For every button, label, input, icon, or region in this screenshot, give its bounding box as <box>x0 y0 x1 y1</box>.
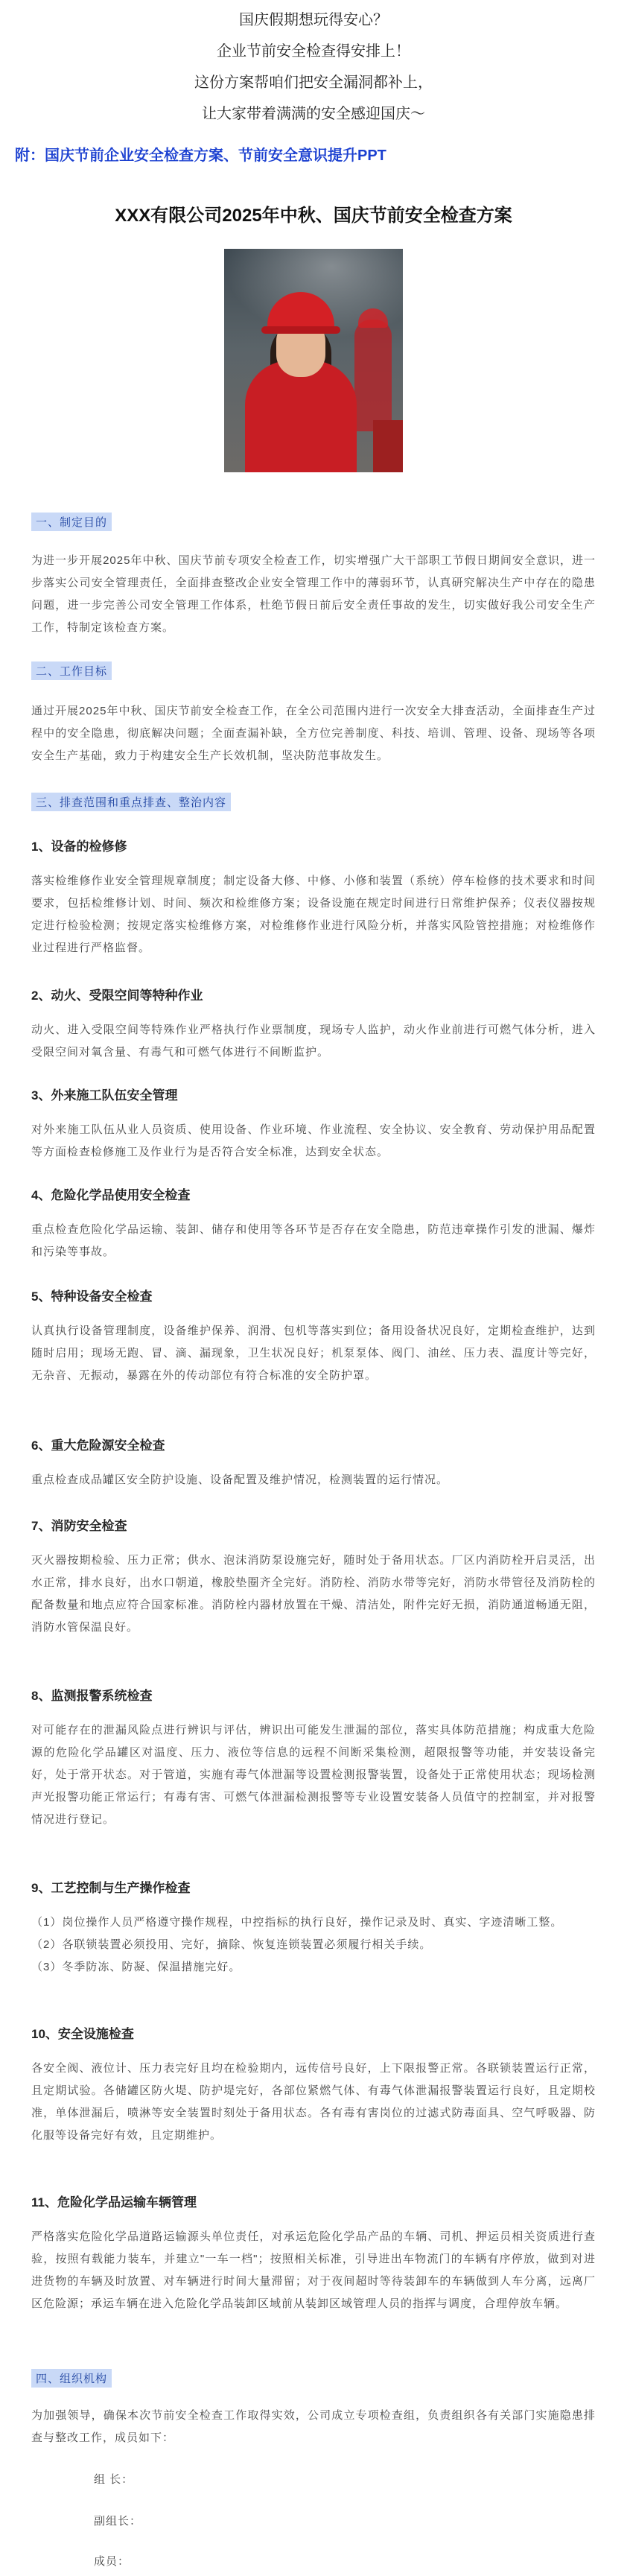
section-2-body <box>0 700 627 767</box>
section-heading: 一、制定目的 <box>31 513 112 531</box>
item-1-body <box>0 870 627 959</box>
paragraph: 动火、进入受限空间等特殊作业严格执行作业票制度，现场专人监护，动火作业前进行可燃气体分析，进入受限空间对氧含量、有毒气和可燃气体进行不间断监护。 <box>31 1024 596 1059</box>
paragraph: 严格落实危险化学品道路运输源头单位责任，对承运危险化学品产品的车辆、司机、押运员相关资质进行查验，按照有载能力装车，并建立"一车一档"；按照相关标准，引导进出车物流门的车辆有序停放，做到对进进货物的车辆及时放置、对车辆进行时间大量滞留；对于夜间超时等待装卸车的车辆做到人车分离，远离厂区危险源；承运车辆在进入危险化学品装卸区域前从装卸区域管理人员的指挥与调度，合理停放车辆。 <box>31 2230 596 2310</box>
item-8 <box>0 1685 627 1704</box>
paragraph: 为进一步开展2025年中秋、国庆节前专项安全检查工作，切实增强广大干部职工节假日期间安全意识，进一步落实公司安全管理责任，全面排查整改企业安全管理工作中的薄弱环节，认真研究解决生产中存在的隐患问题，进一步完善公司安全管理工作体系，杜绝节假日前后安全责任事故的发生，切实做好我公司安全生产工作，特制定该检查方案。 <box>31 554 596 634</box>
intro-line: 企业节前安全检查得安排上！ <box>217 43 410 60</box>
org-label: 组 长： <box>94 2473 134 2486</box>
section-4-body <box>0 2405 627 2449</box>
paragraph: 重点检查危险化学品运输、装卸、储存和使用等各环节是否存在安全隐患，防范违章操作引发的泄漏、爆炸和污染等事故。 <box>31 1223 596 1258</box>
item-4 <box>0 1184 627 1203</box>
item-7-body <box>0 1549 627 1639</box>
item-5-body <box>0 1320 627 1387</box>
item-3 <box>0 1085 627 1103</box>
paragraph: 为加强领导，确保本次节前安全检查工作取得实效，公司成立专项检查组，负责组织各有关部门实施隐患排查与整改工作，成员如下： <box>31 2409 596 2444</box>
paragraph: 对可能存在的泄漏风险点进行辨识与评估，辨识出可能发生泄漏的部位，落实具体防范措施；构成重大危险源的危险化学品罐区对温度、压力、液位等信息的远程不间断采集检测，超限报警等功能，并安装设备完好，处于常开状态。对于管道，实施有毒气体泄漏等设置检测报警装置，设备处于正常使用状态；现场检测声光报警功能正常运行；有毒有害、可燃气体泄漏检测报警等专业设置安装备人员值守的控制室，并对报警情况进行登记。 <box>31 1724 596 1826</box>
section-heading: 二、工作目标 <box>31 662 112 680</box>
item-10 <box>0 2023 627 2042</box>
item-8-body <box>0 1719 627 1831</box>
item-heading: 6、重大危险源安全检查 <box>31 1438 165 1453</box>
item-5 <box>0 1286 627 1304</box>
intro-line: 这份方案帮咱们把安全漏洞都补上， <box>194 74 433 91</box>
org-label: 副组长： <box>94 2515 142 2528</box>
paragraph: 各安全阀、液位计、压力表完好且均在检验期内，远传信号良好，上下限报警正常。各联锁装置运行正常，且定期试验。各储罐区防火堤、防护堤完好，各部位紧燃气体、有毒气体泄漏报警装置运行良好，且定期校准，单体泄漏后，喷淋等安全装置时刻处于备用状态。各有毒有害岗位的过滤式防毒面具、空气呼吸器、防化服等设备完好有效，且定期维护。 <box>31 2062 596 2142</box>
paragraph: 灭火器按期检验、压力正常；供水、泡沫消防泵设施完好，随时处于备用状态。厂区内消防栓开启灵活，出水正常，排水良好，出水口朝道，橡胶垫圈齐全完好。消防栓、消防水带等完好，消防水带管径及消防栓的配备数量和地点应符合国家标准。消防栓内器材放置在干燥、清洁处，附件完好无损，消防通道畅通无阻，消防水管保温良好。 <box>31 1554 596 1634</box>
item-3-body <box>0 1119 627 1164</box>
paragraph: 落实检维修作业安全管理规章制度；制定设备大修、中修、小修和装置（系统）停车检修的技术要求和时间要求，包括检维修计划、时间、频次和检维修方案；设备设施在规定时间进行日常维护保养；仪表仪器按规定进行检验检测；按规定落实检维修方案，对检维修作业进行风险分析，并落实风险管控措施；对检维修作业过程进行严格监督。 <box>31 875 596 954</box>
item-6-body <box>0 1469 627 1491</box>
item-heading: 7、消防安全检查 <box>31 1519 127 1533</box>
item-1 <box>0 836 627 854</box>
paragraph: （3）冬季防冻、防凝、保温措施完好。 <box>31 1961 241 1973</box>
paragraph: 对外来施工队伍从业人员资质、使用设备、作业环境、作业流程、安全协议、安全教育、劳动保护用品配置等方面检查检修施工及作业行为是否符合安全标准，达到安全状态。 <box>31 1123 596 1158</box>
item-4-body <box>0 1219 627 1263</box>
item-11-body <box>0 2226 627 2315</box>
attachment-link[interactable]: 附：国庆节前企业安全检查方案、节前安全意识提升PPT <box>15 147 386 164</box>
section-3 <box>0 793 627 811</box>
item-heading: 2、动火、受限空间等特种作业 <box>31 989 203 1003</box>
section-1-body <box>0 550 627 639</box>
intro-block <box>0 0 627 130</box>
item-2 <box>0 985 627 1003</box>
item-heading: 1、设备的检修修 <box>31 840 127 854</box>
intro-line: 让大家带着满满的安全感迎国庆～ <box>202 106 425 122</box>
item-heading: 8、监测报警系统检查 <box>31 1689 153 1703</box>
item-6 <box>0 1435 627 1453</box>
section-4 <box>0 2369 627 2388</box>
item-7 <box>0 1515 627 1534</box>
section-1 <box>0 513 627 531</box>
paragraph: 重点检查成品罐区安全防护设施、设备配置及维护情况，检测装置的运行情况。 <box>31 1473 449 1486</box>
section-2 <box>0 662 627 680</box>
paragraph: （1）岗位操作人员严格遵守操作规程，中控指标的执行良好，操作记录及时、真实、字迹清晰工整。 <box>31 1916 563 1929</box>
org-member-row <box>0 2551 627 2573</box>
item-2-body <box>0 1019 627 1064</box>
item-heading: 5、特种设备安全检查 <box>31 1289 153 1304</box>
item-heading: 4、危险化学品使用安全检查 <box>31 1188 191 1202</box>
worker-photo-icon <box>224 249 403 472</box>
document-title: XXX有限公司2025年中秋、国庆节前安全检查方案 <box>115 206 512 226</box>
item-heading: 10、安全设施检查 <box>31 2027 134 2041</box>
org-member-row <box>0 2469 627 2491</box>
item-11 <box>0 2192 627 2210</box>
item-heading: 11、危险化学品运输车辆管理 <box>31 2195 197 2209</box>
section-heading: 四、组织机构 <box>31 2369 112 2388</box>
section-heading: 三、排查范围和重点排查、整治内容 <box>31 793 231 811</box>
paragraph: 认真执行设备管理制度，设备维护保养、润滑、包机等落实到位；备用设备状况良好，定期检查维护，达到随时启用；现场无跑、冒、滴、漏现象，卫生状况良好；机泵泵体、阀门、油丝、压力表、温度计等完好，无杂音、无振动，暴露在外的传动部位有符合标准的安全防护罩。 <box>31 1325 596 1382</box>
item-heading: 3、外来施工队伍安全管理 <box>31 1088 178 1103</box>
intro-line: 国庆假期想玩得安心？ <box>239 12 388 28</box>
org-member-row <box>0 2510 627 2533</box>
paragraph: （2）各联锁装置必须投用、完好，摘除、恢复连锁装置必须履行相关手续。 <box>31 1938 432 1951</box>
item-heading: 9、工艺控制与生产操作检查 <box>31 1881 191 1895</box>
paragraph: 通过开展2025年中秋、国庆节前安全检查工作，在全公司范围内进行一次安全大排查活动，全面排查生产过程中的安全隐患，彻底解决问题；全面查漏补缺，全方位完善制度、科技、培训、管理、设备、现场等各项安全生产基础，致力于构建安全生产长效机制，坚决防范事故发生。 <box>31 705 596 762</box>
item-10-body <box>0 2058 627 2147</box>
item-9 <box>0 1877 627 1896</box>
org-label: 成员： <box>94 2555 130 2568</box>
item-9-body <box>0 1912 627 1979</box>
